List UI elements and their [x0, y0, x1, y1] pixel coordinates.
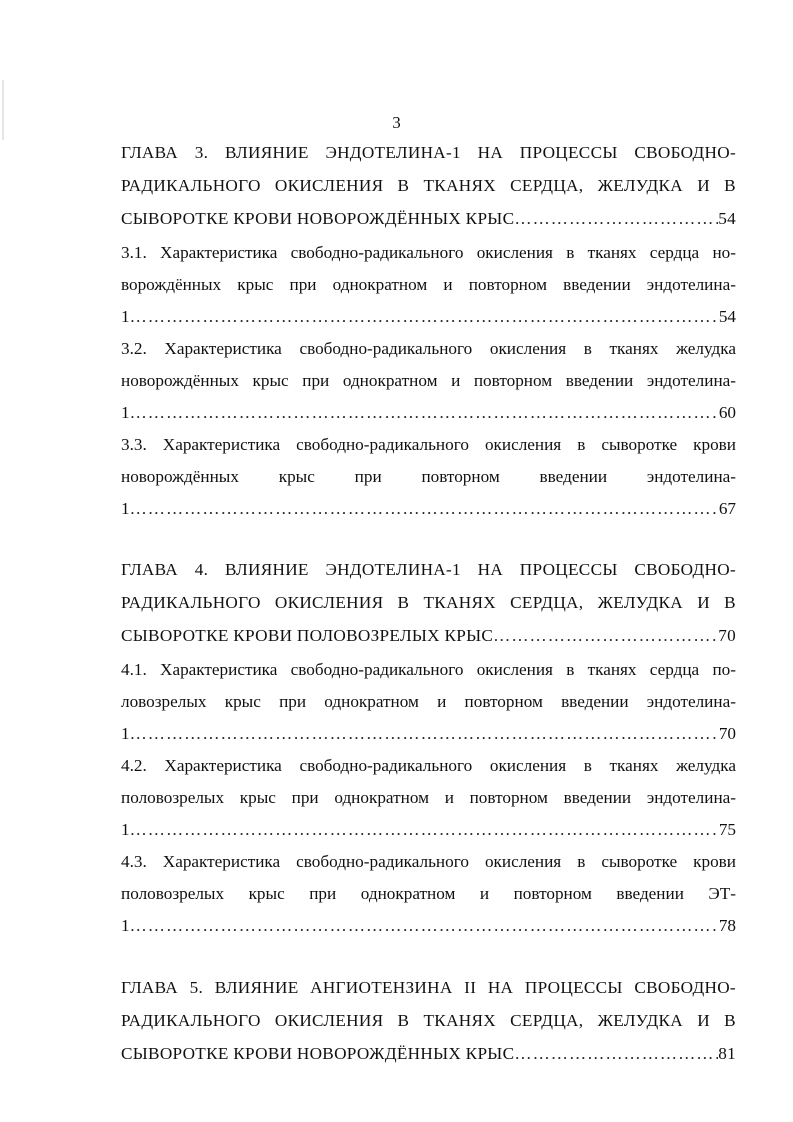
section-3-3-line-3	[121, 497, 736, 521]
word: эндотелина-	[646, 467, 736, 486]
word: ЖЕЛУДКА	[597, 1011, 684, 1030]
word: окисления	[484, 435, 562, 454]
chapter-5-title-line-2	[121, 1009, 736, 1033]
word: ВЛИЯНИЕ	[224, 560, 309, 579]
word: И	[697, 1011, 710, 1030]
word: ОКИСЛЕНИЯ	[274, 593, 384, 612]
word: повторном	[468, 275, 548, 294]
word: в	[566, 243, 575, 262]
section-3-3-text: 1	[121, 499, 130, 518]
word: ОКИСЛЕНИЯ	[274, 1011, 384, 1030]
word: свободно-радикального	[296, 852, 469, 871]
section-4-2-page: 75	[718, 820, 736, 839]
word: однократном	[360, 884, 456, 903]
word: СЕРДЦА,	[510, 176, 584, 195]
word: тканях	[587, 660, 637, 679]
chapter-4-page: 70	[718, 626, 736, 645]
word: введении	[563, 275, 631, 294]
word: тканях	[587, 243, 637, 262]
section-3-2-line-1	[121, 337, 736, 361]
word: ГЛАВА	[121, 560, 179, 579]
word: ЖЕЛУДКА	[597, 593, 684, 612]
word: сердца	[649, 243, 700, 262]
word: введении	[563, 788, 632, 807]
chapter-5-title-text: СЫВОРОТКЕ КРОВИ НОВОРОЖДЁННЫХ КРЫС	[121, 1044, 515, 1063]
word: желудка	[676, 339, 736, 358]
word: повторном	[513, 884, 592, 903]
chapter-3-title-text: СЫВОРОТКЕ КРОВИ НОВОРОЖДЁННЫХ КРЫС	[121, 209, 515, 228]
chapter-4-title-line-1	[121, 558, 736, 582]
word: эндотелина-	[646, 371, 736, 390]
word: в	[566, 660, 575, 679]
word: В	[724, 1011, 736, 1030]
section-4-1-page: 70	[718, 724, 736, 743]
chapter-5-title-line-1	[121, 976, 736, 1000]
word: ГЛАВА	[121, 978, 179, 997]
word: СВОБОДНО-	[634, 560, 736, 579]
leader-dots	[514, 1042, 718, 1066]
word: ворождённых	[121, 275, 222, 294]
word: окисления	[476, 243, 553, 262]
word: ВЛИЯНИЕ	[224, 143, 309, 162]
word: окисления	[489, 756, 567, 775]
word: ВЛИЯНИЕ	[214, 978, 299, 997]
word: 4.	[194, 560, 209, 579]
word: ЭТ-	[708, 884, 736, 903]
word: при	[302, 371, 330, 390]
word: ЖЕЛУДКА	[597, 176, 684, 195]
section-4-1-line-3	[121, 722, 736, 746]
word: Характеристика	[164, 339, 282, 358]
chapter-3-title-line-1	[121, 141, 736, 165]
word: крови	[693, 852, 736, 871]
word: свободно-радикального	[290, 660, 464, 679]
word: ЭНДОТЕЛИНА-1	[325, 560, 461, 579]
word: НА	[477, 143, 504, 162]
word: и	[437, 692, 447, 711]
word: ТКАНЯХ	[423, 1011, 496, 1030]
page-number: 3	[392, 113, 401, 132]
leader-dots	[130, 722, 719, 746]
section-3-3-page: 67	[718, 499, 736, 518]
section-3-1-line-2	[121, 273, 736, 297]
word: Характеристика	[160, 660, 278, 679]
word: новорождённых	[121, 371, 239, 390]
word: СВОБОДНО-	[634, 978, 736, 997]
word: введении	[616, 884, 684, 903]
chapter-3-title-line-3	[121, 207, 736, 231]
word: половозрелых	[121, 788, 225, 807]
section-4-3-page: 78	[718, 916, 736, 935]
word: крыс	[239, 788, 276, 807]
word: половозрелых	[121, 884, 225, 903]
word: тканях	[609, 756, 659, 775]
word: И	[697, 593, 710, 612]
word: СВОБОДНО-	[634, 143, 736, 162]
word: окисления	[484, 852, 562, 871]
word: В	[397, 176, 410, 195]
word: сыворотке	[601, 435, 678, 454]
leader-dots	[130, 914, 719, 938]
word: в	[583, 339, 592, 358]
chapter-3-title-line-2	[121, 174, 736, 198]
leader-dots	[514, 207, 718, 231]
section-4-3-line-3	[121, 914, 736, 938]
word: Характеристика	[160, 243, 278, 262]
word: РАДИКАЛЬНОГО	[121, 176, 261, 195]
word: эндотелина-	[646, 275, 736, 294]
leader-dots	[130, 818, 719, 842]
word: крыс	[248, 884, 285, 903]
section-3-2-text: 1	[121, 403, 130, 422]
leader-dots	[130, 401, 719, 425]
word: ГЛАВА	[121, 143, 179, 162]
word: В	[724, 176, 736, 195]
word: при	[289, 275, 317, 294]
word: и	[443, 275, 453, 294]
word: окисления	[476, 660, 553, 679]
section-3-2-line-2	[121, 369, 736, 393]
word: II	[464, 978, 477, 997]
chapter-4-title-text: СЫВОРОТКЕ КРОВИ ПОЛОВОЗРЕЛЫХ КРЫС	[121, 626, 494, 645]
word: сердца	[649, 660, 700, 679]
word: тканях	[609, 339, 659, 358]
word: крови	[693, 435, 736, 454]
word: в	[583, 756, 592, 775]
section-4-1-line-2	[121, 690, 736, 714]
word: свободно-радикального	[296, 435, 469, 454]
word: ловозрелых	[121, 692, 207, 711]
section-4-2-line-2	[121, 786, 736, 810]
word: Характеристика	[162, 852, 281, 871]
word: крыс	[237, 275, 274, 294]
word: эндотелина-	[646, 692, 736, 711]
word: АНГИОТЕНЗИНА	[310, 978, 453, 997]
word: 4.1.	[121, 660, 147, 679]
section-4-1-line-1	[121, 658, 736, 682]
word: при	[291, 788, 319, 807]
word: повторном	[421, 467, 500, 486]
word: при	[309, 884, 337, 903]
word: ЭНДОТЕЛИНА-1	[325, 143, 461, 162]
section-3-1-line-3	[121, 305, 736, 329]
chapter-3-page: 54	[718, 209, 736, 228]
word: В	[397, 1011, 410, 1030]
word: ОКИСЛЕНИЯ	[274, 176, 384, 195]
word: в	[577, 852, 586, 871]
section-4-1-text: 1	[121, 724, 130, 743]
word: однократном	[324, 692, 419, 711]
section-3-2-line-3	[121, 401, 736, 425]
word: при	[279, 692, 307, 711]
word: и	[444, 788, 454, 807]
word: свободно-радикального	[299, 756, 473, 775]
section-3-1-line-1	[121, 241, 736, 265]
word: повторном	[473, 371, 553, 390]
word: введении	[565, 371, 634, 390]
word: 4.3.	[121, 852, 147, 871]
word: 4.2.	[121, 756, 147, 775]
word: 5.	[189, 978, 204, 997]
word: но-	[712, 243, 736, 262]
word: И	[697, 176, 710, 195]
word: Характеристика	[164, 756, 282, 775]
chapter-4-title-line-3	[121, 624, 736, 648]
word: НА	[487, 978, 514, 997]
section-4-2-text: 1	[121, 820, 130, 839]
word: РАДИКАЛЬНОГО	[121, 1011, 261, 1030]
word: желудка	[676, 756, 736, 775]
word: окисления	[489, 339, 567, 358]
word: свободно-радикального	[290, 243, 464, 262]
word: крыс	[252, 371, 289, 390]
word: новорождённых	[121, 467, 239, 486]
word: повторном	[464, 692, 543, 711]
word: при	[354, 467, 382, 486]
section-4-2-line-1	[121, 754, 736, 778]
word: ТКАНЯХ	[423, 593, 496, 612]
section-4-3-line-1	[121, 850, 736, 874]
word: В	[724, 593, 736, 612]
section-3-3-line-1	[121, 433, 736, 457]
word: 3.2.	[121, 339, 147, 358]
section-3-1-text: 1	[121, 307, 130, 326]
word: и	[479, 884, 490, 903]
word: ПРОЦЕССЫ	[519, 560, 618, 579]
word: ТКАНЯХ	[423, 176, 496, 195]
word: сыворотке	[601, 852, 678, 871]
section-3-2-page: 60	[718, 403, 736, 422]
word: однократном	[334, 788, 429, 807]
word: Характеристика	[162, 435, 281, 454]
word: свободно-радикального	[299, 339, 473, 358]
word: 3.	[194, 143, 209, 162]
word: СЕРДЦА,	[510, 593, 584, 612]
chapter-5-page: 81	[718, 1044, 736, 1063]
chapter-5-title-line-3	[121, 1042, 736, 1066]
section-4-3-line-2	[121, 882, 736, 906]
word: повторном	[469, 788, 548, 807]
word: введении	[539, 467, 608, 486]
word: крыс	[278, 467, 315, 486]
word: крыс	[224, 692, 261, 711]
word: НА	[477, 560, 504, 579]
word: однократном	[332, 275, 428, 294]
leader-dots	[493, 624, 718, 648]
section-3-1-page: 54	[718, 307, 736, 326]
word: В	[397, 593, 410, 612]
word: по-	[712, 660, 736, 679]
word: ПРОЦЕССЫ	[524, 978, 623, 997]
word: эндотелина-	[646, 788, 736, 807]
word: СЕРДЦА,	[510, 1011, 584, 1030]
leader-dots	[130, 497, 719, 521]
word: введении	[561, 692, 629, 711]
section-4-3-text: 1	[121, 916, 130, 935]
word: и	[451, 371, 461, 390]
word: РАДИКАЛЬНОГО	[121, 593, 261, 612]
word: однократном	[342, 371, 438, 390]
leader-dots	[130, 305, 719, 329]
section-3-3-line-2	[121, 465, 736, 489]
word: в	[577, 435, 586, 454]
chapter-4-title-line-2	[121, 591, 736, 615]
word: ПРОЦЕССЫ	[519, 143, 618, 162]
word: 3.3.	[121, 435, 147, 454]
section-4-2-line-3	[121, 818, 736, 842]
word: 3.1.	[121, 243, 147, 262]
